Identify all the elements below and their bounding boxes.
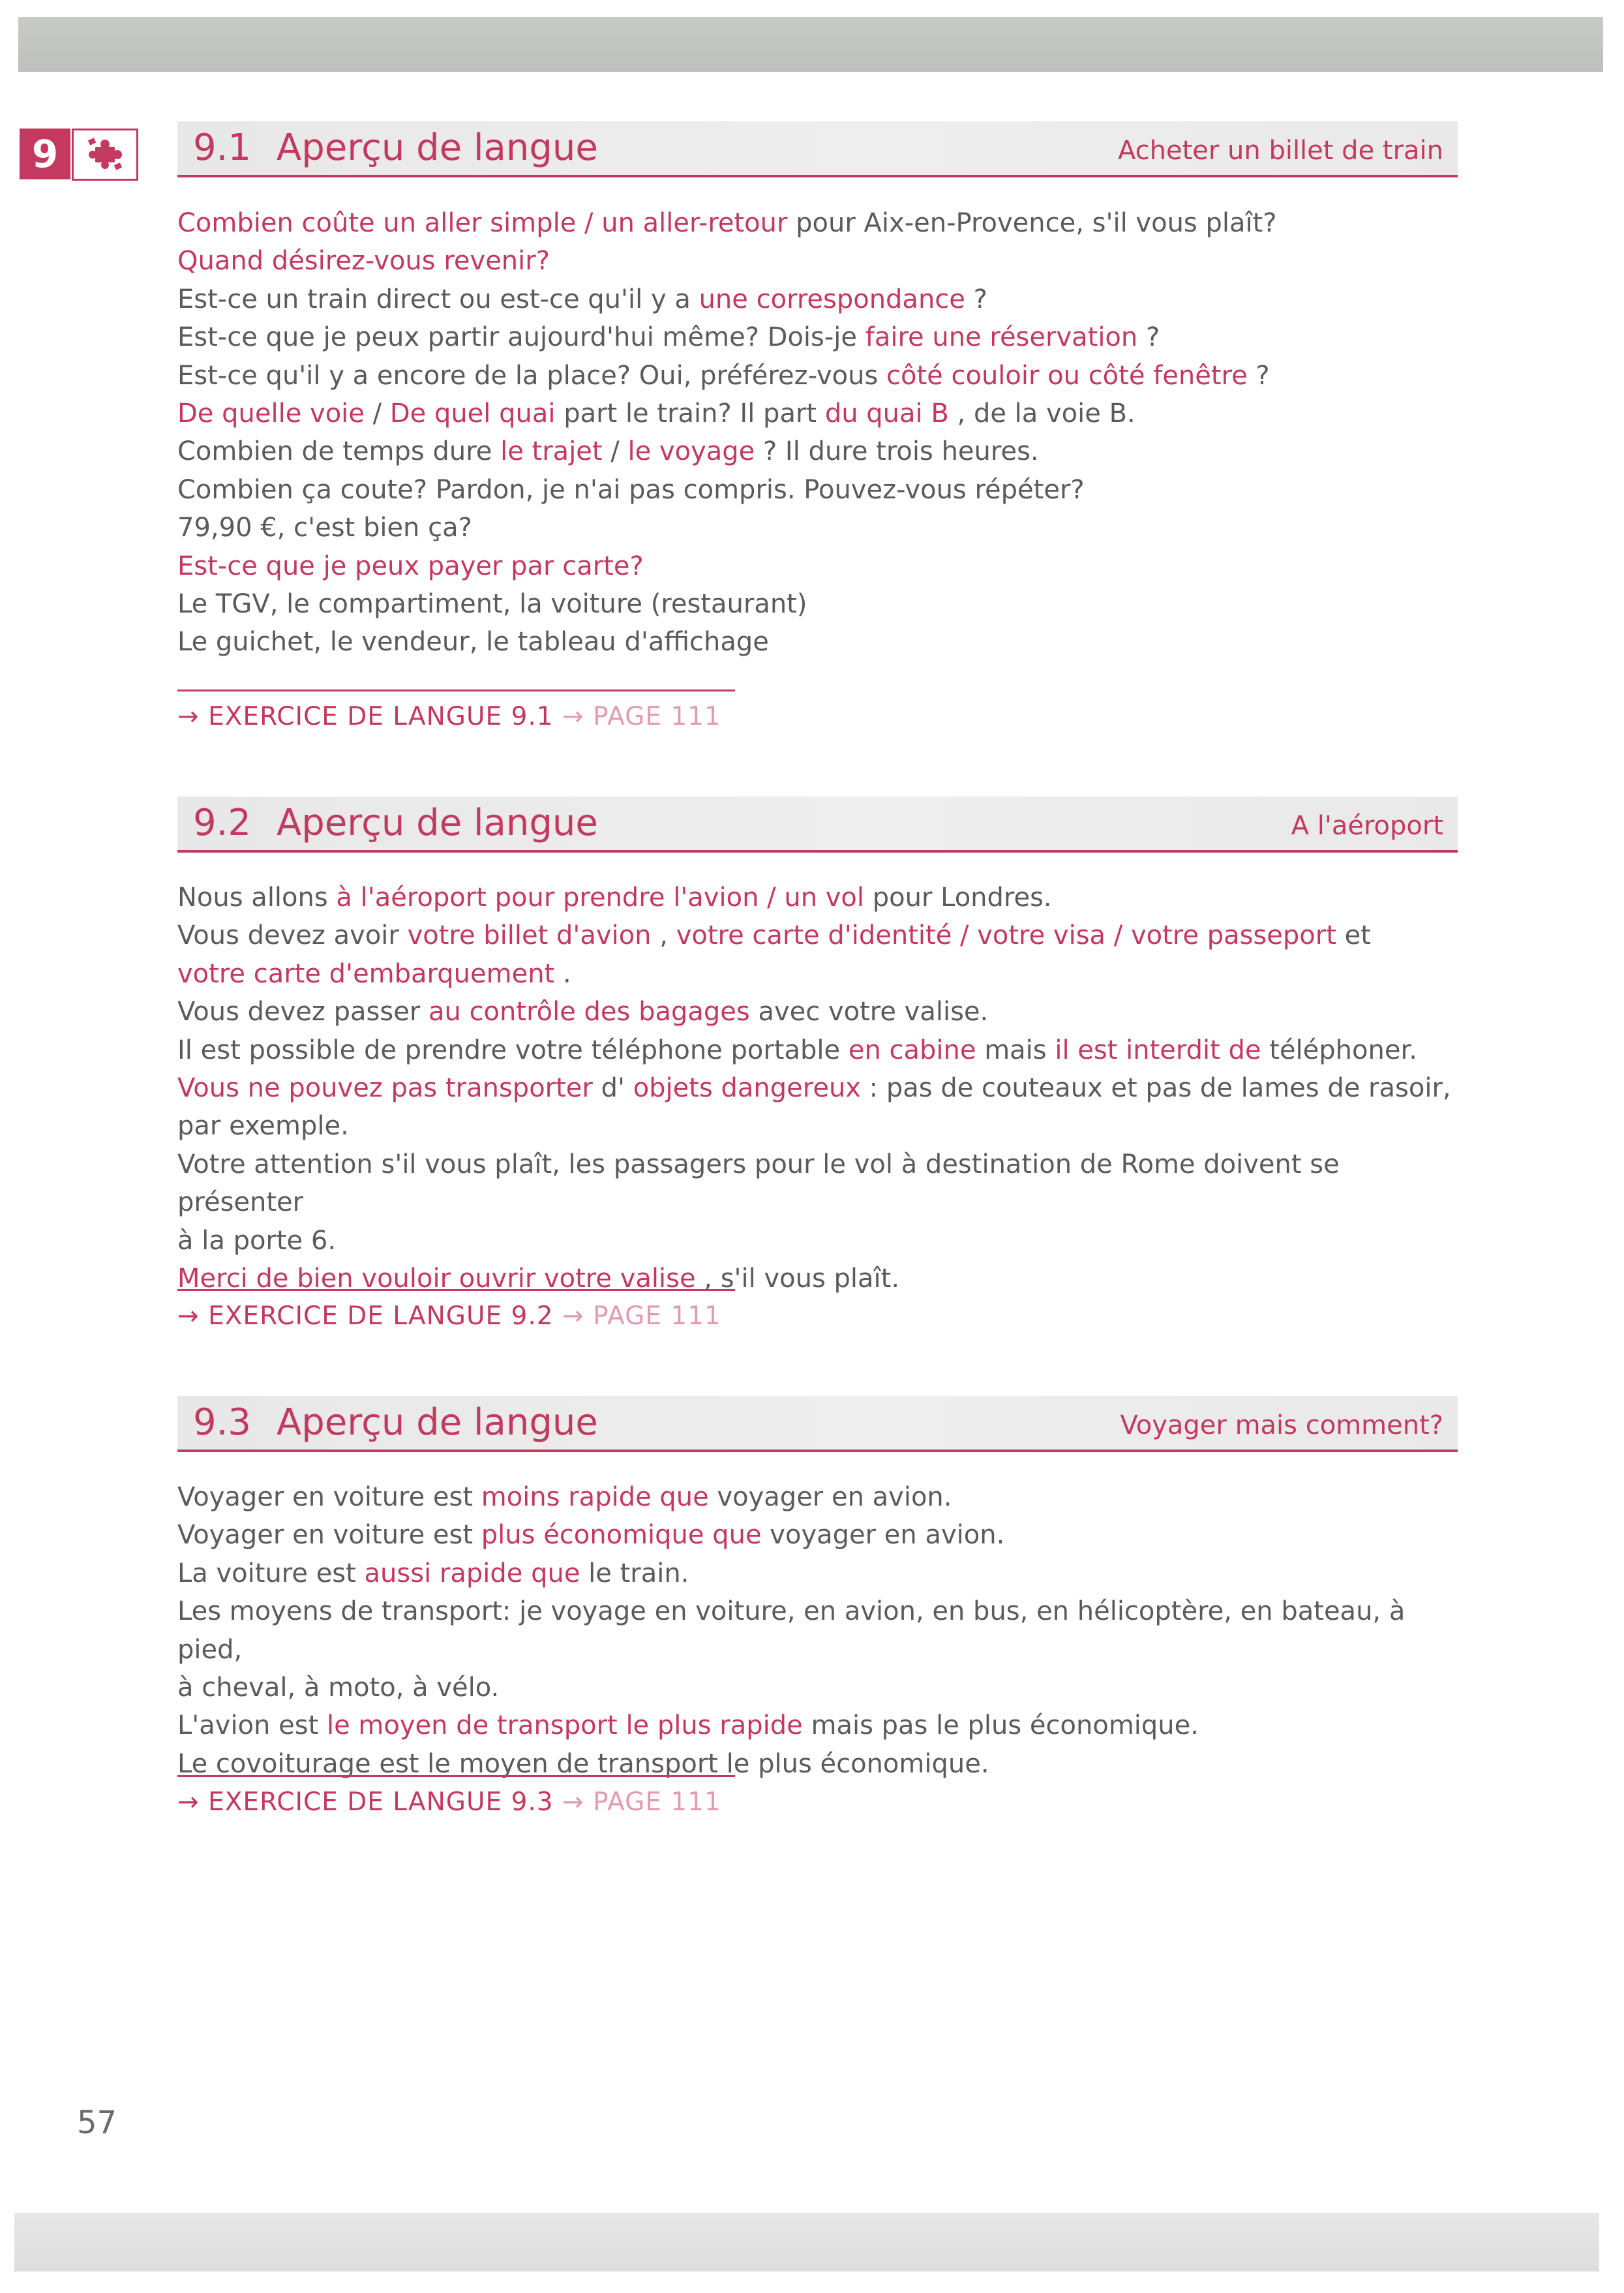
text-segment: avec votre valise. (749, 997, 989, 1027)
text-segment: 79,90 €, c'est bien ça? (177, 513, 472, 543)
text-segment: Nous allons (177, 883, 337, 913)
text-line (177, 433, 1456, 470)
text-segment: téléphoner. (1261, 1035, 1417, 1065)
highlighted-phrase: une correspondance (699, 284, 965, 314)
highlighted-phrase: au contrôle des bagages (428, 997, 750, 1027)
text-line (177, 955, 1456, 993)
highlighted-phrase: Quand désirez-vous revenir? (177, 246, 550, 277)
text-segment: Votre attention s'il vous plaît, les passagers pour le vol à destination de Rome doivent se présenter (177, 1149, 1340, 1218)
text-line (177, 204, 1456, 242)
text-segment: par exemple. (177, 1111, 349, 1142)
text-line (177, 1555, 1456, 1592)
text-line (177, 281, 1456, 318)
arrow-icon: → (177, 702, 209, 731)
bottom-gray-band (14, 2213, 1599, 2271)
section-header-9-1 (177, 121, 1458, 177)
exercise-link[interactable] (177, 1289, 735, 1331)
exercise-page: PAGE 111 (593, 1301, 721, 1331)
section-number: 9.2 (193, 802, 252, 844)
text-segment: le train. (580, 1558, 689, 1588)
text-segment: La voiture est (177, 1558, 365, 1588)
text-segment: Vous devez avoir (177, 920, 408, 951)
highlighted-phrase: De quelle voie (177, 399, 365, 429)
highlighted-phrase: à l'aéroport pour prendre l'avion / un vol (336, 883, 865, 913)
text-line (177, 357, 1456, 395)
text-segment: , s'il vous plaît. (695, 1264, 900, 1294)
text-segment: à la porte 6. (177, 1225, 337, 1256)
text-segment: Voyager en voiture est (177, 1482, 481, 1512)
highlighted-phrase: votre carte d'identité / votre visa / votre passeport (676, 920, 1336, 951)
text-segment: Est-ce que je peux partir aujourd'hui même? Dois-je (177, 322, 865, 353)
text-line (177, 242, 1456, 280)
text-line (177, 1478, 1456, 1516)
highlighted-phrase: en cabine (848, 1035, 976, 1065)
exercise-label: EXERCICE DE LANGUE 9.2 (208, 1301, 554, 1331)
exercise-page: PAGE 111 (593, 1787, 721, 1817)
arrow-icon: → (562, 1301, 594, 1331)
arrow-icon: → (562, 1787, 594, 1817)
text-segment: ? (1247, 360, 1270, 391)
exercise-label: EXERCICE DE LANGUE 9.1 (208, 702, 554, 731)
text-line (177, 395, 1456, 433)
exercise-label: EXERCICE DE LANGUE 9.3 (208, 1787, 554, 1817)
text-segment: mais (976, 1035, 1055, 1065)
section-title: Aperçu de langue (277, 127, 598, 169)
section-header-9-2 (177, 797, 1458, 853)
text-line (177, 623, 1456, 661)
text-segment: Combien de temps dure (177, 436, 501, 467)
section-body (177, 879, 1456, 1298)
text-segment: d' (592, 1073, 633, 1104)
text-segment: part le train? Il part (555, 399, 825, 429)
text-line (177, 1592, 1456, 1669)
text-segment: Est-ce qu'il y a encore de la place? Oui, préférez-vous (177, 360, 886, 391)
highlighted-phrase: moins rapide que (481, 1482, 709, 1512)
text-segment: , (651, 920, 676, 951)
text-segment: Combien ça coute? Pardon, je n'ai pas compris. Pouvez-vous répéter? (177, 474, 1085, 505)
section-body (177, 204, 1456, 661)
page-number: 57 (77, 2104, 117, 2141)
text-line (177, 585, 1456, 623)
highlighted-phrase: aussi rapide que (364, 1558, 580, 1588)
text-line (177, 318, 1456, 356)
highlighted-phrase: plus économique que (481, 1520, 762, 1551)
highlighted-phrase: objets dangereux (633, 1073, 861, 1104)
exercise-link[interactable] (177, 1775, 735, 1817)
arrow-icon: → (177, 1787, 209, 1817)
text-segment: ? (965, 284, 987, 314)
highlighted-phrase: côté couloir ou côté fenêtre (886, 360, 1248, 391)
arrow-icon: → (562, 702, 594, 731)
text-line (177, 1516, 1456, 1554)
chapter-number-badge: 9 (20, 129, 70, 179)
text-segment: pour Aix-en-Provence, s'il vous plaît? (787, 208, 1277, 238)
highlighted-phrase: il est interdit de (1055, 1035, 1261, 1065)
text-line (177, 471, 1456, 509)
text-segment: / (602, 436, 628, 467)
text-segment: à cheval, à moto, à vélo. (177, 1673, 500, 1703)
text-line (177, 1146, 1456, 1222)
text-line (177, 509, 1456, 547)
text-segment: Le guichet, le vendeur, le tableau d'affichage (177, 627, 769, 658)
text-line (177, 1107, 1456, 1145)
section-subtitle: Voyager mais comment? (1120, 1410, 1443, 1440)
highlighted-phrase: Combien coûte un aller simple / un aller-retour (177, 208, 788, 238)
section-number: 9.1 (193, 127, 252, 169)
text-segment: ? Il dure trois heures. (755, 436, 1039, 467)
text-line (177, 1031, 1456, 1069)
text-line (177, 1222, 1456, 1260)
arrow-icon: → (177, 1301, 209, 1331)
highlighted-phrase: Merci de bien vouloir ouvrir votre valise (177, 1264, 696, 1294)
highlighted-phrase: Vous ne pouvez pas transporter (177, 1073, 593, 1104)
puzzle-icon (72, 129, 138, 181)
text-line (177, 1069, 1456, 1107)
section-subtitle: A l'aéroport (1291, 811, 1443, 841)
text-segment: mais pas le plus économique. (802, 1710, 1199, 1741)
highlighted-phrase: le trajet (500, 436, 603, 467)
highlighted-phrase: votre billet d'avion (407, 920, 652, 951)
text-segment: / (364, 399, 390, 429)
top-gray-band (18, 17, 1603, 72)
text-segment: voyager en avion. (708, 1482, 952, 1512)
highlighted-phrase: faire une réservation (865, 322, 1138, 353)
text-segment: pour Londres. (864, 883, 1052, 913)
text-segment: Est-ce un train direct ou est-ce qu'il y a (177, 284, 699, 314)
text-segment: Le TGV, le compartiment, la voiture (restaurant) (177, 589, 807, 620)
highlighted-phrase: De quel quai (389, 399, 556, 429)
text-segment: Le covoiturage est le moyen de transport le plus économique. (177, 1748, 989, 1779)
text-segment: Les moyens de transport: je voyage en voiture, en avion, en bus, en hélicoptère, en bateau, à pied, (177, 1596, 1406, 1665)
text-segment: L'avion est (177, 1710, 327, 1741)
exercise-page: PAGE 111 (593, 702, 721, 731)
text-segment: voyager en avion. (761, 1520, 1005, 1551)
text-segment: Il est possible de prendre votre téléphone portable (177, 1035, 849, 1065)
text-segment: : pas de couteaux et pas de lames de rasoir, (860, 1073, 1451, 1104)
text-line (177, 879, 1456, 917)
section-header-9-3 (177, 1396, 1458, 1452)
text-segment: et (1336, 920, 1371, 951)
section-subtitle: Acheter un billet de train (1117, 136, 1443, 166)
section-title: Aperçu de langue (277, 802, 598, 844)
text-line (177, 1669, 1456, 1707)
text-line (177, 1707, 1456, 1744)
section-number: 9.3 (193, 1401, 252, 1444)
text-segment: ? (1137, 322, 1160, 353)
text-line (177, 917, 1456, 954)
text-line (177, 547, 1456, 585)
section-title: Aperçu de langue (277, 1401, 598, 1444)
text-line (177, 993, 1456, 1031)
exercise-link[interactable] (177, 690, 735, 731)
section-body (177, 1478, 1456, 1783)
highlighted-phrase: Est-ce que je peux payer par carte? (177, 551, 644, 581)
highlighted-phrase: le moyen de transport le plus rapide (326, 1710, 803, 1741)
text-segment: Vous devez passer (177, 997, 429, 1027)
text-segment: , de la voie B. (948, 399, 1135, 429)
highlighted-phrase: du quai B (824, 399, 949, 429)
text-segment: Voyager en voiture est (177, 1520, 481, 1551)
text-segment: . (554, 958, 571, 989)
highlighted-phrase: le voyage (627, 436, 755, 467)
highlighted-phrase: votre carte d'embarquement (177, 958, 555, 989)
